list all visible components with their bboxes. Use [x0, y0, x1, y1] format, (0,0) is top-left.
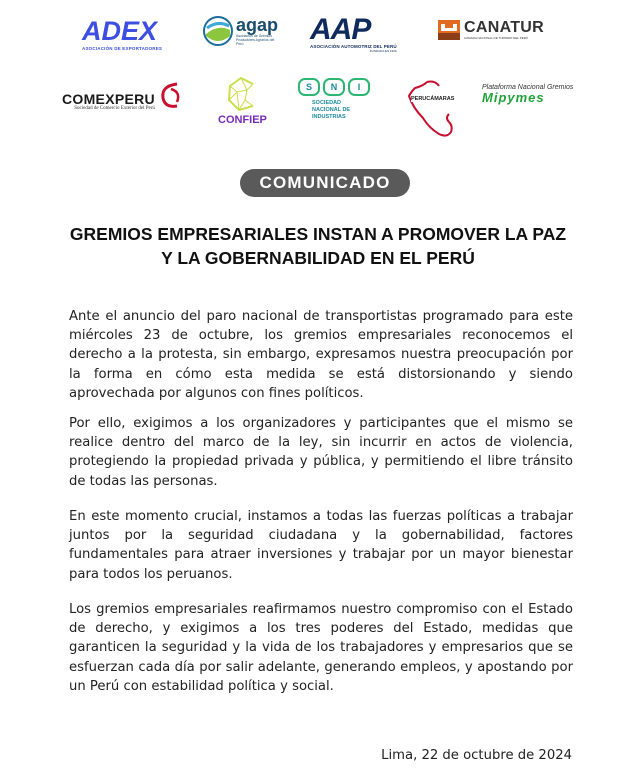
- sni-subtitle-line: INDUSTRIAS: [312, 114, 346, 120]
- comexperu-swirl-icon: [157, 80, 183, 114]
- body-paragraph: Los gremios empresariales reafirmamos nuestro compromiso con el Estado de derecho, y exigimos a los tres poderes del Estado, medidas que garanticen la seguridad y la vida de los trabajadores y empresarios que se esfuerzan cada día por salir adelante, generando empleos, y apostando por un Perú con estabilidad política y social.: [69, 602, 573, 694]
- sni-letter-s: S: [298, 78, 320, 96]
- sni-letter-i: I: [348, 78, 370, 96]
- confiep-logo: [218, 76, 267, 126]
- agap-logo: [202, 14, 282, 48]
- agap-logo-subtitle: Asociación de Gremios Productores Agrarios del Perú: [236, 34, 275, 46]
- comexperu-logo-name: COMEXPERU: [62, 90, 155, 107]
- title-line: GREMIOS EMPRESARIALES INSTAN A PROMOVER LA PAZ: [69, 224, 567, 244]
- sni-subtitle-line: NACIONAL DE: [312, 107, 351, 113]
- canatur-emblem-icon: [438, 20, 460, 40]
- aap-logo-subtitle: ASOCIACIÓN AUTOMOTRIZ DEL PERÚ: [310, 44, 397, 49]
- adex-logo-name: ADEX: [82, 16, 158, 46]
- mipymes-logo-name: Mipymes: [482, 90, 545, 105]
- mipymes-logo-tagline: Plataforma Nacional Gremios: [482, 84, 574, 91]
- comexperu-logo: [62, 80, 183, 114]
- mipymes-logo: [482, 84, 573, 105]
- body-paragraph: Ante el anuncio del paro nacional de transportistas programado para este miércoles 23 de octubre, los gremios empresariales reconocemos el derecho a la protesta, sin embargo, expresamos nuestra preocupación por la forma en cómo esta medida se está distorsionando y siendo aprovechada por algunos con fines políticos.: [69, 309, 573, 401]
- aap-logo-name: AAP: [310, 13, 371, 46]
- document-date: Lima, 22 de octubre de 2024: [381, 748, 572, 763]
- canatur-logo-name: CANATUR: [464, 19, 545, 36]
- perucamaras-logo-name: PERUCÁMARAS: [411, 96, 455, 102]
- adex-logo: [82, 18, 162, 51]
- body-paragraph: En este momento crucial, instamos a todas las fuerzas políticas a trabajar juntos por la seguridad ciudadana y la gobernabilidad, factores fundamentales para atraer inversiones y trabajar por un mayor bienestar para todos los peruanos.: [69, 509, 573, 582]
- sni-logo: [298, 78, 370, 121]
- canatur-logo: [438, 20, 544, 40]
- adex-logo-subtitle: ASOCIACIÓN DE EXPORTADORES: [82, 46, 163, 51]
- body-paragraph: Por ello, exigimos a los organizadores y participantes que el mismo se realice dentro del marco de la ley, sin incurrir en actos de violencia, protegiendo la propiedad privada y pública, y permitiendo el libre tránsito de todas las personas.: [69, 416, 573, 489]
- peru-map-icon: [405, 78, 465, 140]
- perucamaras-logo: [405, 78, 465, 140]
- document-title: [40, 222, 596, 270]
- aap-logo: [310, 13, 397, 53]
- agap-logo-name: agap: [236, 15, 279, 35]
- aap-logo-tagline: FUNDADA EN 1926: [369, 49, 397, 53]
- title-line: Y LA GOBERNABILIDAD EN EL PERÚ: [161, 248, 475, 268]
- sni-letter-n: N: [323, 78, 345, 96]
- sni-subtitle-line: SOCIEDAD: [312, 100, 342, 106]
- confiep-c-icon: [225, 76, 259, 112]
- comunicado-badge: COMUNICADO: [240, 169, 410, 197]
- comexperu-logo-subtitle: Sociedad de Comercio Exterior del Perú: [74, 105, 155, 111]
- agap-globe-icon: [202, 14, 234, 48]
- confiep-logo-name: CONFIEP: [218, 114, 267, 126]
- canatur-logo-subtitle: CÁMARA NACIONAL DE TURISMO DEL PERÚ: [464, 36, 529, 40]
